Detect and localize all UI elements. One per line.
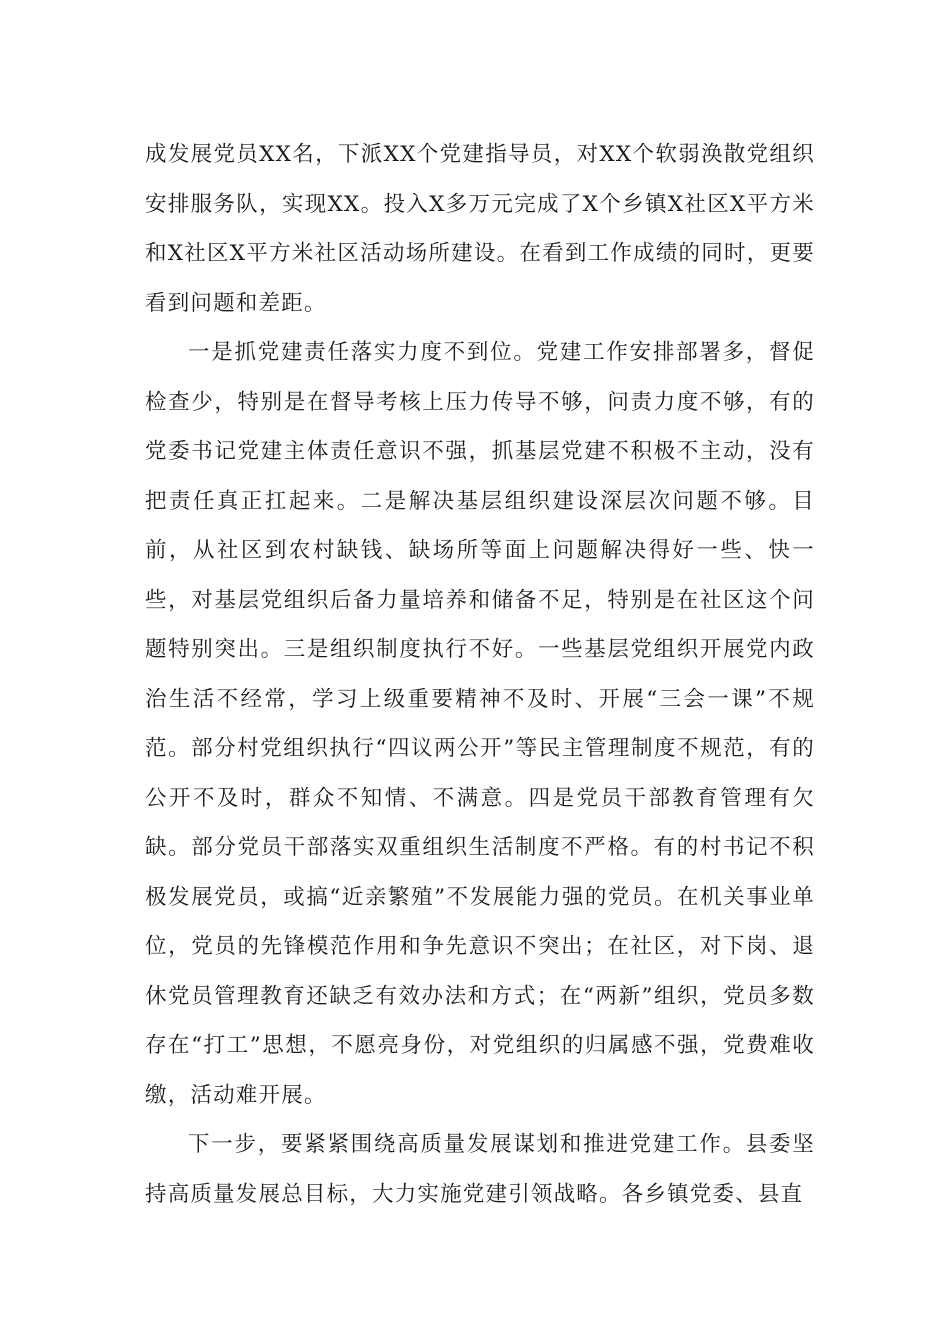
document-body bbox=[145, 130, 815, 1219]
paragraph-next-steps: 下一步，要紧紧围绕高质量发展谋划和推进党建工作。县委坚持高质量发展总目标，大力实施党建引领战略。各乡镇党委、县直 bbox=[145, 1132, 815, 1207]
paragraph-intro: 成发展党员XX名，下派XX个党建指导员，对XX个软弱涣散党组织安排服务队，实现XX。投入X多万元完成了X个乡镇X社区X平方米和X社区X平方米社区活动场所建设。在看到工作成绩的同时，更要看到问题和差距。 bbox=[145, 142, 815, 316]
paragraph-problems: 一是抓党建责任落实力度不到位。党建工作安排部署多，督促检查少，特别是在督导考核上压力传导不够，问责力度不够，有的党委书记党建主体责任意识不强，抓基层党建不积极不主动，没有把责任真正扛起来。二是解决基层组织建设深层次问题不够。目前，从社区到农村缺钱、缺场所等面上问题解决得好一些、快一些，对基层党组织后备力量培养和储备不足，特别是在社区这个问题特别突出。三是组织制度执行不好。一些基层党组织开展党内政治生活不经常，学习上级重要精神不及时、开展“三会一课”不规范。部分村党组织执行“四议两公开”等民主管理制度不规范，有的公开不及时，群众不知情、不满意。四是党员干部教育管理有欠缺。部分党员干部落实双重组织生活制度不严格。有的村书记不积极发展党员，或搞“近亲繁殖”不发展能力强的党员。在机关事业单位，党员的先锋模范作用和争先意识不突出；在社区，对下岗、退休党员管理教育还缺乏有效办法和方式；在“两新”组织，党员多数存在“打工”思想，不愿亮身份，对党组织的归属感不强，党费难收缴，活动难开展。 bbox=[145, 340, 815, 1108]
